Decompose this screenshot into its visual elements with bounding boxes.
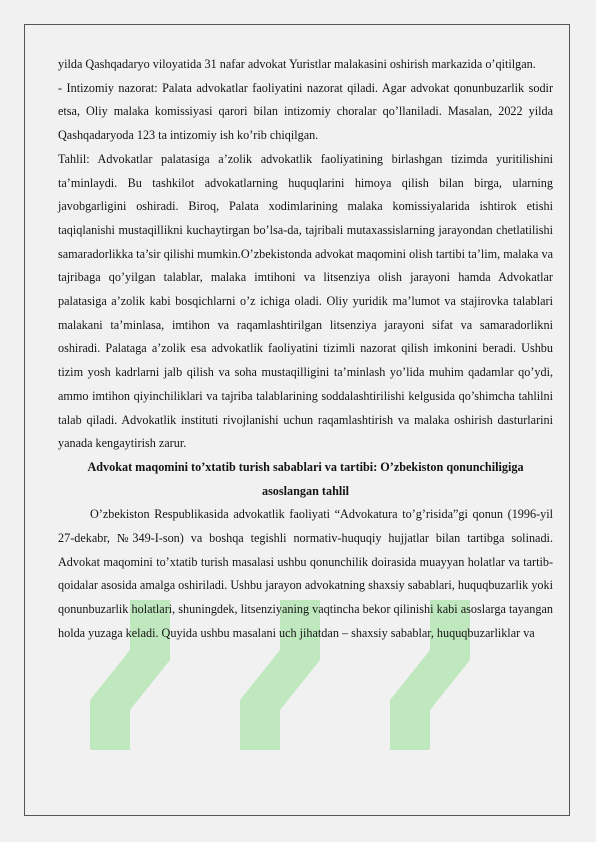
document-body	[58, 53, 553, 646]
paragraph-analysis: Tahlil: Advokatlar palatasiga a’zolik advokatlik faoliyatining birlashgan tizimda yuritilishini ta’minlaydi. Bu tashkilot advokatlarning huquqlarini himoya qilish bilan birga, ularning javobgarligini oshiradi. Biroq, Palata xodimlarining malaka komissiyalarida ishtirok etishi taqiqlanishi mustaqillikni kuchaytirgan bo’lsa-da, tajribali mutaxassislarning jarayondan chetlatilishi samaradorlikka ta’sir qilishi mumkin.O’zbekistonda advokat maqomini olish tartibi ta’lim, malaka va tajribaga qo’yilgan talablar, malaka imtihoni va litsenziya olish jarayoni hamda Advokatlar palatasiga a’zolik kabi bosqichlarni o’z ichiga oladi. Oliy yuridik ma’lumot va stajirovka talablari malakani ta’minlasa, imtihon va raqamlashtirilgan litsenziya jarayoni sifat va samaradorlikni oshiradi. Palataga a’zolik esa advokatlik faoliyatini tizimli nazorat qilish imkonini beradi. Ushbu tizim yosh kadrlarni jalb qilish va soha mustaqilligini ta’minlash yo’lida muhim qadamlar qo’ydi, ammo imtihon qiyinchiliklari va tajriba talablarining soddalashtirilishi kelgusida qo’shimcha tahlilni talab qiladi. Advokatlik instituti rivojlanishi uchun raqamlashtirish va malaka oshirish dasturlarini yanada kengaytirish zarur.	[58, 151, 553, 451]
section-heading: Advokat maqomini to’xtatib turish sabablari va tartibi: O’zbekiston qonunchiligiga asoslangan tahlil	[87, 459, 524, 498]
paragraph-continuation: yilda Qashqadaryo viloyatida 31 nafar advokat Yuristlar malakasini oshirish markazida o’qitilgan.	[58, 57, 536, 71]
paragraph-discipline: - Intizomiy nazorat: Palata advokatlar faoliyatini nazorat qiladi. Agar advokat qonunbuzarlik sodir etsa, Oliy malaka komissiyasi qarori bilan intizomiy choralar qo’llaniladi. Masalan, 2022 yilda Qashqadaryoda 123 ta intizomiy ish ko’rib chiqilgan.	[58, 80, 553, 143]
paragraph-intro: O’zbekiston Respublikasida advokatlik faoliyati “Advokatura to’g’risida”gi qonun (1996-yil 27-dekabr, №349-I-son) va boshqa tegishli normativ-huquqiy hujjatlar bilan tartibga solinadi. Advokat maqomini to’xtatib turish masalasi ushbu qonunchilik doirasida muayyan holatlar va tartib-qoidalar asosida amalga oshiriladi. Ushbu jarayon advokatning shaxsiy sabablari, huquqbuzarlik yoki qonunbuzarlik holatlari, shuningdek, litsenziyaning vaqtincha bekor qilinishi kabi asoslarga tayangan holda yuzaga keladi. Quyida ushbu masalani uch jihatdan – shaxsiy sabablar, huquqbuzarliklar va	[58, 507, 553, 640]
